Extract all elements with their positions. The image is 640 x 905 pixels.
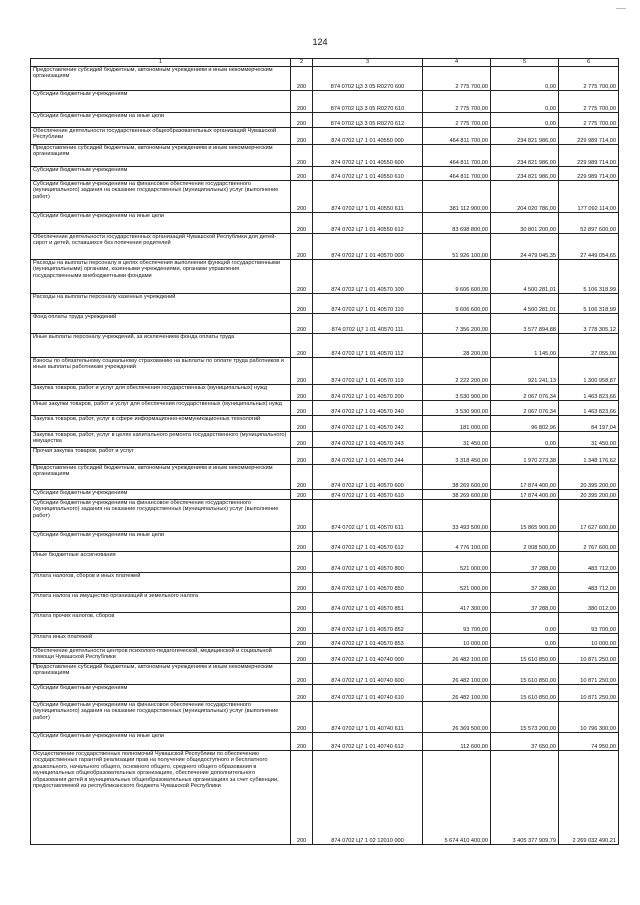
row-approved-amount: 33 493 500,00: [423, 500, 491, 532]
row-classifier: 874 0702 Ц7 1 01 40550 600: [313, 145, 423, 167]
row-approved-amount: 2 222 200,00: [423, 358, 491, 385]
row-executed-amount: 15 865 900,00: [491, 500, 559, 532]
row-approved-amount: 5 674 410 400,00: [423, 751, 491, 845]
row-description: Субсидии бюджетным учреждениям: [31, 685, 291, 702]
row-approved-amount: 181 000,00: [423, 416, 491, 432]
row-description: Уплата налогов, сборов и иных платежей: [31, 573, 291, 593]
row-code: 200: [291, 181, 313, 213]
row-code: 200: [291, 432, 313, 448]
row-remainder-amount: 380 012,00: [559, 593, 619, 613]
row-approved-amount: 93 700,00: [423, 613, 491, 634]
row-executed-amount: 37 650,00: [491, 733, 559, 751]
table-row: [31, 91, 619, 113]
row-executed-amount: 234 821 986,00: [491, 128, 559, 145]
row-approved-amount: 51 926 100,00: [423, 234, 491, 260]
row-description: Взносы по обязательному социальному страхованию на выплаты по оплате труда работников и иные выплаты работникам учреждений: [31, 358, 291, 385]
column-header-5: 5: [491, 59, 559, 67]
table-row: [31, 416, 619, 432]
row-classifier: 874 0702 Ц7 1 01 40570 119: [313, 358, 423, 385]
row-executed-amount: 15 573 200,00: [491, 702, 559, 733]
row-classifier: 874 0702 Ц7 1 01 40740 000: [313, 648, 423, 664]
row-executed-amount: 0,00: [491, 634, 559, 648]
row-approved-amount: 2 775 700,00: [423, 113, 491, 128]
table-row: [31, 751, 619, 845]
row-remainder-amount: 3 778 305,12: [559, 314, 619, 334]
row-approved-amount: 417 300,00: [423, 593, 491, 613]
row-code: 200: [291, 664, 313, 685]
row-classifier: 874 0702 Ц7 1 01 40740 611: [313, 702, 423, 733]
row-classifier: 874 0702 Ц7 1 01 40570 200: [313, 385, 423, 401]
row-description: Субсидии бюджетным учреждениям на иные цели: [31, 213, 291, 234]
row-approved-amount: 28 200,00: [423, 334, 491, 358]
row-classifier: 874 0702 Ц7 1 01 40570 244: [313, 448, 423, 465]
row-executed-amount: 37 288,00: [491, 573, 559, 593]
row-remainder-amount: 1 348 176,62: [559, 448, 619, 465]
row-classifier: 874 0702 Ц7 1 01 40570 100: [313, 260, 423, 294]
row-remainder-amount: 20 395 200,00: [559, 490, 619, 500]
table-row: [31, 552, 619, 573]
row-classifier: 874 0702 Ц7 1 01 40570 851: [313, 593, 423, 613]
row-remainder-amount: 27 449 054,65: [559, 234, 619, 260]
row-description: Субсидии бюджетным учреждениям на иные цели: [31, 733, 291, 751]
table-row: [31, 213, 619, 234]
row-description: Закупка товаров, работ и услуг для обеспечения государственных (муниципальных) нужд: [31, 385, 291, 401]
row-remainder-amount: 1 300 958,87: [559, 358, 619, 385]
table-row: [31, 685, 619, 702]
row-code: 200: [291, 573, 313, 593]
row-classifier: 874 0702 Ц7 1 01 40550 611: [313, 181, 423, 213]
row-executed-amount: 1 970 273,38: [491, 448, 559, 465]
row-approved-amount: 26 369 500,00: [423, 702, 491, 733]
table-row: [31, 634, 619, 648]
row-remainder-amount: 10 871 250,00: [559, 685, 619, 702]
row-remainder-amount: 229 989 714,00: [559, 128, 619, 145]
row-executed-amount: 17 874 400,00: [491, 490, 559, 500]
row-code: 200: [291, 448, 313, 465]
row-classifier: 874 0702 Ц7 1 01 40740 600: [313, 664, 423, 685]
row-classifier: 874 0702 Ц7 1 01 40570 111: [313, 314, 423, 334]
row-code: 200: [291, 490, 313, 500]
row-description: Осуществление государственных полномочий Чувашской Республики по обеспечению государственных гарантий реализации прав на получение общедоступного и бесплатного дошкольного, начального общего, основного общего, среднего общего образования в муниципальных общеобразовательных организациях, обеспечение дополнительного образования детей в муниципальных общеобразовательных организациях за счет субвенции, предоставляемой из республиканского бюджета Чувашской Республики: [31, 751, 291, 845]
row-remainder-amount: 52 897 600,00: [559, 213, 619, 234]
row-classifier: 874 0702 Ц7 1 01 40570 112: [313, 334, 423, 358]
row-description: Предоставление субсидий бюджетным, автономным учреждениям и иным некоммерческим организациям: [31, 67, 291, 91]
row-remainder-amount: 1 463 823,66: [559, 401, 619, 416]
row-remainder-amount: 177 092 114,00: [559, 181, 619, 213]
row-description: Субсидии бюджетным учреждениям на иные цели: [31, 532, 291, 552]
row-approved-amount: 381 112 900,00: [423, 181, 491, 213]
row-executed-amount: 0,00: [491, 67, 559, 91]
row-approved-amount: 26 482 100,00: [423, 664, 491, 685]
row-executed-amount: 2 008 500,00: [491, 532, 559, 552]
row-approved-amount: 10 000,00: [423, 634, 491, 648]
row-code: 200: [291, 648, 313, 664]
row-approved-amount: 464 811 700,00: [423, 128, 491, 145]
row-remainder-amount: 5 106 318,99: [559, 260, 619, 294]
row-code: 200: [291, 91, 313, 113]
row-remainder-amount: 84 197,04: [559, 416, 619, 432]
row-remainder-amount: 2 269 032 490,21: [559, 751, 619, 845]
row-description: Субсидии бюджетным учреждениям на финансовое обеспечение государственного (муниципального) задания на оказание государственных (муниципальных) услуг (выполнение работ): [31, 500, 291, 532]
row-remainder-amount: 2 775 700,00: [559, 67, 619, 91]
row-remainder-amount: 10 871 250,00: [559, 664, 619, 685]
row-code: 200: [291, 234, 313, 260]
row-code: 200: [291, 685, 313, 702]
row-executed-amount: 0,00: [491, 432, 559, 448]
row-executed-amount: 15 610 850,00: [491, 685, 559, 702]
row-approved-amount: 38 269 600,00: [423, 465, 491, 490]
table-row: [31, 113, 619, 128]
row-executed-amount: 4 500 281,01: [491, 294, 559, 314]
table-row: [31, 573, 619, 593]
row-description: Обеспечение деятельности центров психолого-педагогической, медицинской и социальной помощи Чувашской Республики: [31, 648, 291, 664]
row-executed-amount: 3 405 377 909,79: [491, 751, 559, 845]
table-row: [31, 648, 619, 664]
row-classifier: 874 0702 Ц7 1 01 40740 610: [313, 685, 423, 702]
table-row: [31, 128, 619, 145]
column-header-3: 3: [313, 59, 423, 67]
row-description: Обеспечение деятельности государственных организаций Чувашской Республики для детей-сирот и детей, оставшихся без попечения родителей: [31, 234, 291, 260]
row-classifier: 874 0702 Ц7 1 01 40570 610: [313, 490, 423, 500]
row-approved-amount: 9 606 600,00: [423, 294, 491, 314]
row-approved-amount: 2 775 700,00: [423, 67, 491, 91]
row-executed-amount: 0,00: [491, 113, 559, 128]
row-approved-amount: 38 269 600,00: [423, 490, 491, 500]
row-description: Субсидии бюджетным учреждениям на иные цели: [31, 113, 291, 128]
row-classifier: 874 0702 Ц7 1 01 40570 600: [313, 465, 423, 490]
row-description: Закупка товаров, работ, услуг в целях капитального ремонта государственного (муниципального) имущества: [31, 432, 291, 448]
row-remainder-amount: 2 767 600,00: [559, 532, 619, 552]
row-executed-amount: 0,00: [491, 613, 559, 634]
row-remainder-amount: 10 000,00: [559, 634, 619, 648]
row-description: Субсидии бюджетным учреждениям: [31, 167, 291, 181]
row-approved-amount: 31 450,00: [423, 432, 491, 448]
row-remainder-amount: 483 712,00: [559, 552, 619, 573]
row-remainder-amount: 483 712,00: [559, 573, 619, 593]
row-remainder-amount: 17 627 600,00: [559, 500, 619, 532]
row-executed-amount: 96 802,96: [491, 416, 559, 432]
row-code: 200: [291, 702, 313, 733]
row-description: Субсидии бюджетным учреждениям: [31, 490, 291, 500]
row-classifier: 874 0702 Ц3 3 05 R0270 612: [313, 113, 423, 128]
row-remainder-amount: 2 775 700,00: [559, 113, 619, 128]
row-approved-amount: 464 811 700,00: [423, 167, 491, 181]
row-description: Расходы на выплаты персоналу казенных учреждений: [31, 294, 291, 314]
row-executed-amount: 2 067 076,34: [491, 401, 559, 416]
row-description: Субсидии бюджетным учреждениям на финансовое обеспечение государственного (муниципального) задания на оказание государственных (муниципальных) услуг (выполнение работ): [31, 181, 291, 213]
row-approved-amount: 7 356 200,00: [423, 314, 491, 334]
row-classifier: 874 0702 Ц7 1 01 40550 000: [313, 128, 423, 145]
table-row: [31, 181, 619, 213]
row-code: 200: [291, 145, 313, 167]
row-description: Уплата налога на имущество организаций и земельного налога: [31, 593, 291, 613]
row-executed-amount: 17 874 400,00: [491, 465, 559, 490]
row-approved-amount: 83 698 800,00: [423, 213, 491, 234]
table-row: [31, 260, 619, 294]
table-row: [31, 448, 619, 465]
row-executed-amount: 37 288,00: [491, 593, 559, 613]
row-description: Иные выплаты персоналу учреждений, за исключением фонда оплаты труда: [31, 334, 291, 358]
row-description: Закупка товаров, работ, услуг в сфере информационно-коммуникационных технологий: [31, 416, 291, 432]
row-executed-amount: 234 821 986,00: [491, 167, 559, 181]
row-classifier: 874 0702 Ц3 3 05 R0270 610: [313, 91, 423, 113]
row-code: 200: [291, 314, 313, 334]
row-classifier: 874 0702 Ц7 1 01 40740 612: [313, 733, 423, 751]
row-executed-amount: 921 241,13: [491, 358, 559, 385]
row-approved-amount: 3 318 450,00: [423, 448, 491, 465]
table-row: [31, 613, 619, 634]
row-approved-amount: 9 606 600,00: [423, 260, 491, 294]
row-remainder-amount: 31 450,00: [559, 432, 619, 448]
row-executed-amount: 24 479 045,35: [491, 234, 559, 260]
header-row: [31, 59, 619, 67]
row-remainder-amount: 10 871 250,00: [559, 648, 619, 664]
row-remainder-amount: 229 989 714,00: [559, 167, 619, 181]
row-classifier: 874 0702 Ц7 1 01 40570 612: [313, 532, 423, 552]
table-row: [31, 385, 619, 401]
row-description: Фонд оплаты труда учреждений: [31, 314, 291, 334]
row-description: Предоставление субсидий бюджетным, автономным учреждениям и иным некоммерческим организациям: [31, 664, 291, 685]
table-row: [31, 733, 619, 751]
row-code: 200: [291, 416, 313, 432]
row-remainder-amount: 10 796 300,00: [559, 702, 619, 733]
row-code: 200: [291, 334, 313, 358]
row-code: 200: [291, 733, 313, 751]
table-row: [31, 401, 619, 416]
row-executed-amount: 0,00: [491, 91, 559, 113]
row-code: 200: [291, 401, 313, 416]
row-remainder-amount: 229 989 714,00: [559, 145, 619, 167]
table-row: [31, 465, 619, 490]
row-approved-amount: 521 000,00: [423, 552, 491, 573]
page-number: 124: [312, 37, 328, 47]
row-remainder-amount: 5 106 318,99: [559, 294, 619, 314]
row-classifier: 874 0702 Ц7 1 01 40570 000: [313, 234, 423, 260]
row-approved-amount: 4 776 100,00: [423, 532, 491, 552]
table-row: [31, 167, 619, 181]
table-row: [31, 500, 619, 532]
row-classifier: 874 0702 Ц7 1 01 40550 612: [313, 213, 423, 234]
row-code: 200: [291, 67, 313, 91]
table-row: [31, 234, 619, 260]
row-remainder-amount: 20 395 200,00: [559, 465, 619, 490]
row-code: 200: [291, 358, 313, 385]
table-row: [31, 358, 619, 385]
table-row: [31, 334, 619, 358]
row-description: Уплата прочих налогов, сборов: [31, 613, 291, 634]
row-classifier: 874 0702 Ц7 1 01 40550 610: [313, 167, 423, 181]
table-row: [31, 145, 619, 167]
table-body: [31, 67, 619, 845]
row-code: 200: [291, 532, 313, 552]
table-row: [31, 664, 619, 685]
row-classifier: 874 0702 Ц7 1 01 40570 611: [313, 500, 423, 532]
table-row: [31, 67, 619, 91]
table-row: [31, 593, 619, 613]
row-approved-amount: 521 000,00: [423, 573, 491, 593]
row-description: Субсидии бюджетным учреждениям: [31, 91, 291, 113]
row-description: Обеспечение деятельности государственных общеобразовательных организаций Чувашской Республики: [31, 128, 291, 145]
row-classifier: 874 0702 Ц7 1 01 40570 242: [313, 416, 423, 432]
row-description: Уплата иных платежей: [31, 634, 291, 648]
row-remainder-amount: 93 700,00: [559, 613, 619, 634]
row-code: 200: [291, 634, 313, 648]
row-approved-amount: 2 775 700,00: [423, 91, 491, 113]
row-code: 200: [291, 751, 313, 845]
row-code: 200: [291, 128, 313, 145]
row-remainder-amount: 74 950,00: [559, 733, 619, 751]
table-row: [31, 702, 619, 733]
row-description: Прочая закупка товаров, работ и услуг: [31, 448, 291, 465]
row-description: Предоставление субсидий бюджетным, автономным учреждениям и иным некоммерческим организациям: [31, 465, 291, 490]
row-code: 200: [291, 260, 313, 294]
row-classifier: 874 0702 Ц7 1 01 40570 243: [313, 432, 423, 448]
table-row: [31, 314, 619, 334]
budget-execution-table: [30, 58, 619, 845]
row-code: 200: [291, 113, 313, 128]
row-executed-amount: 3 577 894,88: [491, 314, 559, 334]
column-header-2: 2: [291, 59, 313, 67]
row-executed-amount: 37 288,00: [491, 552, 559, 573]
row-classifier: 874 0702 Ц7 1 01 40570 853: [313, 634, 423, 648]
column-header-1: 1: [31, 59, 291, 67]
row-approved-amount: 112 600,00: [423, 733, 491, 751]
row-code: 200: [291, 167, 313, 181]
table-row: [31, 432, 619, 448]
row-remainder-amount: 1 463 823,66: [559, 385, 619, 401]
row-approved-amount: 26 482 100,00: [423, 648, 491, 664]
column-header-6: 6: [559, 59, 619, 67]
row-code: 200: [291, 294, 313, 314]
row-approved-amount: 464 811 700,00: [423, 145, 491, 167]
row-description: Субсидии бюджетным учреждениям на финансовое обеспечение государственного (муниципального) задания на оказание государственных (муниципальных) услуг (выполнение работ): [31, 702, 291, 733]
row-code: 200: [291, 613, 313, 634]
row-classifier: 874 0702 Ц7 1 01 40570 240: [313, 401, 423, 416]
row-approved-amount: 3 530 900,00: [423, 401, 491, 416]
table-row: [31, 294, 619, 314]
table-row: [31, 532, 619, 552]
row-executed-amount: 1 145,00: [491, 334, 559, 358]
row-code: 200: [291, 465, 313, 490]
row-executed-amount: 4 500 281,01: [491, 260, 559, 294]
row-code: 200: [291, 552, 313, 573]
row-description: Предоставление субсидий бюджетным, автономным учреждениям и иным некоммерческим организациям: [31, 145, 291, 167]
row-code: 200: [291, 213, 313, 234]
row-classifier: 874 0702 Ц7 1 02 12010 000: [313, 751, 423, 845]
margin-mark: [616, 4, 626, 9]
row-classifier: 874 0702 Ц7 1 01 40570 110: [313, 294, 423, 314]
table-row: [31, 490, 619, 500]
row-executed-amount: 15 610 850,00: [491, 648, 559, 664]
row-description: Иные закупки товаров, работ и услуг для обеспечения государственных (муниципальных) нужд: [31, 401, 291, 416]
row-executed-amount: 234 821 986,00: [491, 145, 559, 167]
row-classifier: 874 0702 Ц7 1 01 40570 850: [313, 573, 423, 593]
row-executed-amount: 204 020 786,00: [491, 181, 559, 213]
row-code: 200: [291, 500, 313, 532]
row-code: 200: [291, 385, 313, 401]
column-header-4: 4: [423, 59, 491, 67]
row-code: 200: [291, 593, 313, 613]
row-executed-amount: 15 610 850,00: [491, 664, 559, 685]
row-description: Иные бюджетные ассигнования: [31, 552, 291, 573]
row-classifier: 874 0702 Ц7 1 01 40570 800: [313, 552, 423, 573]
row-approved-amount: 26 482 100,00: [423, 685, 491, 702]
row-remainder-amount: 27 055,00: [559, 334, 619, 358]
row-classifier: 874 0702 Ц3 3 05 R0270 600: [313, 67, 423, 91]
row-executed-amount: 2 067 076,34: [491, 385, 559, 401]
row-approved-amount: 3 530 900,00: [423, 385, 491, 401]
row-classifier: 874 0702 Ц7 1 01 40570 852: [313, 613, 423, 634]
row-executed-amount: 30 801 200,00: [491, 213, 559, 234]
row-description: Расходы на выплаты персоналу в целях обеспечения выполнения функций государственными (муниципальными) органами, казенными учреждениями, органами управления государственными внебюджетными фондами: [31, 260, 291, 294]
row-remainder-amount: 2 775 700,00: [559, 91, 619, 113]
